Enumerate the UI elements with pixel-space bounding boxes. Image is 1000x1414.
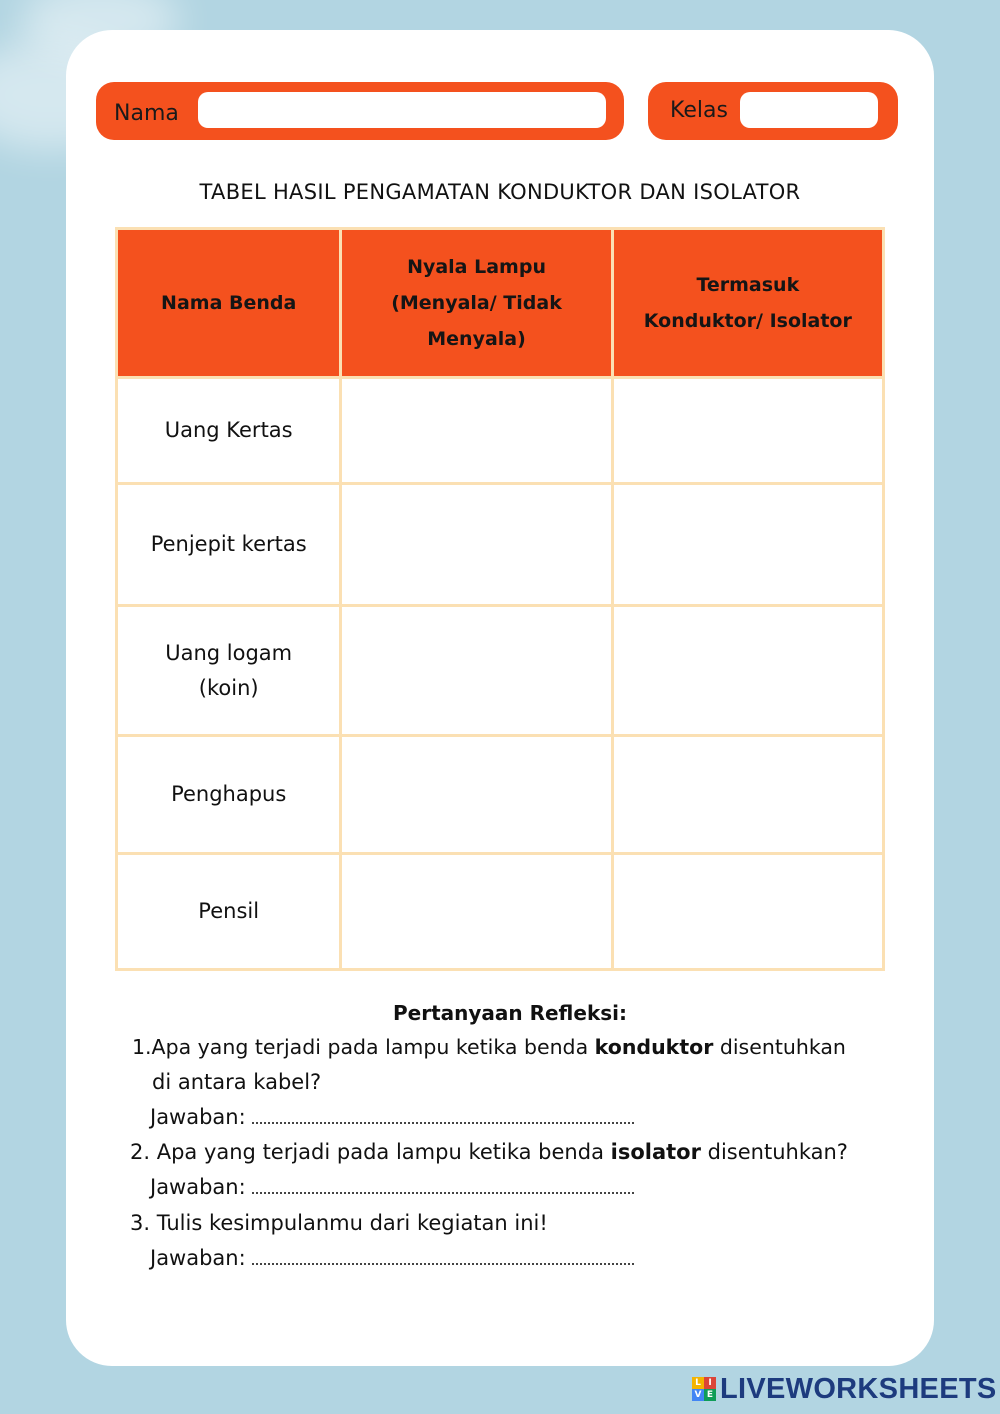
question-1-suffix: disentuhkan — [713, 1035, 846, 1059]
answer-3-label: Jawaban: — [150, 1246, 246, 1270]
logo-letter: L — [692, 1377, 704, 1389]
table-row — [117, 378, 884, 484]
lamp-result-cell[interactable] — [341, 854, 612, 970]
class-input[interactable] — [740, 92, 878, 128]
brand-name: LIVEWORKSHEETS — [720, 1372, 997, 1405]
classification-cell[interactable] — [612, 736, 883, 854]
question-2-suffix: disentuhkan? — [700, 1140, 848, 1164]
header-nama-benda: Nama Benda — [117, 229, 341, 378]
object-name-cell: Uang Kertas — [117, 378, 341, 484]
name-bar — [96, 82, 624, 140]
question-2 — [130, 1135, 848, 1170]
answer-1-blank[interactable] — [252, 1104, 634, 1124]
lamp-result-cell[interactable] — [341, 378, 612, 484]
question-1-keyword: konduktor — [594, 1035, 714, 1059]
question-2-prefix: 2. Apa yang terjadi pada lampu ketika benda — [130, 1140, 611, 1164]
answer-3-line[interactable] — [150, 1241, 634, 1276]
reflection-title: Pertanyaan Refleksi: — [392, 1001, 628, 1025]
header-termasuk: Termasuk Konduktor/ Isolator — [612, 229, 883, 378]
lamp-result-cell[interactable] — [341, 736, 612, 854]
observation-table — [115, 227, 885, 971]
classification-cell[interactable] — [612, 854, 883, 970]
lamp-result-cell[interactable] — [341, 484, 612, 606]
question-1 — [132, 1030, 846, 1065]
answer-2-label: Jawaban: — [150, 1175, 246, 1199]
table-row — [117, 854, 884, 970]
logo-letter: E — [704, 1389, 716, 1401]
liveworksheets-brand — [692, 1374, 997, 1404]
table-row — [117, 736, 884, 854]
classification-cell[interactable] — [612, 606, 883, 736]
answer-2-blank[interactable] — [252, 1174, 634, 1194]
answer-1-label: Jawaban: — [150, 1105, 246, 1129]
object-name-cell: Uang logam (koin) — [117, 606, 341, 736]
answer-3-blank[interactable] — [252, 1245, 634, 1265]
answer-1-line[interactable] — [150, 1100, 634, 1135]
table-header-row — [117, 229, 884, 378]
question-1-prefix: 1.Apa yang terjadi pada lampu ketika benda — [132, 1035, 595, 1059]
object-name-cell: Penghapus — [117, 736, 341, 854]
liveworksheets-logo-icon — [692, 1377, 716, 1401]
classification-cell[interactable] — [612, 378, 883, 484]
header-nyala-lampu: Nyala Lampu (Menyala/ Tidak Menyala) — [341, 229, 612, 378]
table-row — [117, 606, 884, 736]
name-input[interactable] — [198, 92, 606, 128]
logo-letter: I — [704, 1377, 716, 1389]
object-name-cell: Pensil — [117, 854, 341, 970]
class-bar — [648, 82, 898, 140]
class-label: Kelas — [670, 97, 728, 123]
lamp-result-cell[interactable] — [341, 606, 612, 736]
object-name-cell: Penjepit kertas — [117, 484, 341, 606]
reflection-section — [0, 996, 1000, 1030]
question-1-line-2: di antara kabel? — [152, 1070, 322, 1094]
answer-2-line[interactable] — [150, 1170, 634, 1205]
question-2-keyword: isolator — [610, 1140, 701, 1164]
name-label: Nama — [114, 100, 179, 126]
logo-letter: V — [692, 1389, 704, 1401]
classification-cell[interactable] — [612, 484, 883, 606]
question-3: 3. Tulis kesimpulanmu dari kegiatan ini! — [130, 1211, 548, 1235]
table-title: TABEL HASIL PENGAMATAN KONDUKTOR DAN ISOLATOR — [199, 180, 801, 204]
table-row — [117, 484, 884, 606]
